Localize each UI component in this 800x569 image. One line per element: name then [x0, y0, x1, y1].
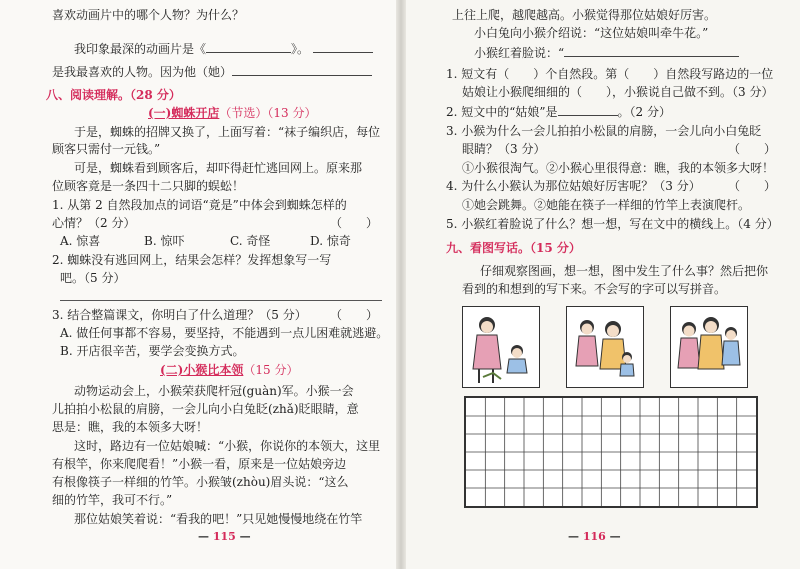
text-line: 这时，路边有一位姑娘喊：“小猴，你说你的本领大，这里 [74, 439, 381, 453]
text-line: 于是，蜘蛛的招牌又换了，上面写着：“袜子编织店，每位 [74, 125, 381, 139]
page-number-right: — 116 — [568, 530, 621, 543]
answer-blank[interactable] [313, 41, 373, 53]
children-scene-icon [671, 307, 747, 387]
answer-blank[interactable] [232, 64, 372, 76]
instructions-line: 仔细观察图画，想一想，图中发生了什么事？然后把你 [480, 264, 769, 278]
text-line: 儿拍拍小松鼠的肩膀，一会儿向小白兔眨(zhǎ)眨眼睛，意 [52, 402, 359, 416]
text-line: 喜欢动画片中的哪个人物？为什么？ [52, 8, 245, 22]
answer-blank[interactable] [206, 41, 291, 53]
fill-prompt: 小猴红着脸说：“ [474, 46, 565, 60]
fill-prompt: 我印象最深的动画片是《 [74, 42, 207, 56]
text-line: 有根竿，你来爬爬看！”小猴一看，原来是一位姑娘旁边 [52, 457, 347, 471]
option-b[interactable]: B. 开店很辛苦，要学会变换方式。 [60, 344, 245, 358]
passage-title: (一)蜘蛛开店 [148, 106, 220, 120]
answer-bracket[interactable]: （ ） [330, 216, 379, 230]
book-gutter [396, 0, 406, 569]
option-c[interactable]: C. 奇怪 [230, 234, 271, 248]
option-b[interactable]: B. 惊吓 [144, 234, 185, 248]
picture-panel-1 [462, 306, 540, 388]
picture-sequence [462, 306, 754, 388]
text-line: 顾客只需付一元钱。” [52, 142, 161, 156]
text-line: 上往上爬，越爬越高。小猴觉得那位姑娘好厉害。 [452, 8, 717, 22]
passage-2-heading [160, 362, 298, 378]
option-a[interactable]: A. 惊喜 [60, 234, 101, 248]
passage-note: （15 分） [243, 363, 299, 377]
page-number: 116 [582, 530, 606, 543]
question-4: 4. 为什么小猴认为那位姑娘好厉害呢？（3 分） [446, 179, 701, 193]
answer-line[interactable] [60, 300, 382, 301]
text-line [474, 45, 739, 61]
text-line: 那位姑娘笑着说：“看我的吧！”只见她慢慢地绕在竹竿 [74, 512, 363, 526]
answer-blank[interactable] [564, 45, 739, 57]
question-1: 1. 短文有（ ）个自然段。第（ ）自然段写路边的一位 [446, 67, 774, 81]
question-3-options[interactable]: ①小猴很淘气。②小猴心里很得意：瞧，我的本领多大呀！ [462, 161, 775, 175]
question-2: 2. 蜘蛛没有逃回网上，结果会怎样？发挥想象写一写 [52, 253, 332, 267]
answer-bracket[interactable]: （ ） [728, 179, 777, 193]
question-text: 2. 短文中的“姑娘”是 [446, 105, 558, 119]
text-line: 思是：瞧，我的本领多大呀！ [52, 420, 209, 434]
fill-prompt: 》。 [291, 42, 310, 56]
section-8-title: 八、阅读理解。（28 分） [46, 88, 181, 102]
text-line [52, 64, 372, 80]
picture-panel-3 [670, 306, 748, 388]
question-3-cont: 眼睛？（3 分） [462, 142, 546, 156]
writing-grid-lines [466, 398, 756, 506]
passage-note: （节选）（13 分） [219, 106, 317, 120]
text-line: 小白兔向小猴介绍说：“这位姑娘叫牵牛花。” [474, 26, 709, 40]
answer-bracket[interactable]: （ ） [728, 142, 777, 156]
question-1-cont: 姑娘让小猴爬细细的（ ），小猴说自己做不到。（3 分） [462, 85, 774, 99]
fill-prompt: 是我最喜欢的人物。因为他（她） [52, 65, 233, 79]
text-line: 位顾客竟是一条四十二只脚的蜈蚣！ [52, 179, 245, 193]
question-2 [446, 104, 671, 120]
answer-blank[interactable] [558, 104, 618, 116]
text-line: 细的竹竿，我可不行。” [52, 493, 173, 507]
text-line: 动物运动会上，小猴荣获爬杆冠(guàn)军。小猴一会 [74, 384, 354, 398]
option-d[interactable]: D. 惊奇 [310, 234, 351, 248]
option-a[interactable]: A. 做任何事都不容易，要坚持，不能遇到一点儿困难就逃避。 [60, 326, 389, 340]
section-9-title: 九、看图写话。（15 分） [446, 241, 581, 255]
question-2-cont: 吧。（5 分） [60, 271, 126, 285]
page-number: 115 [212, 530, 236, 543]
page-number-left: — 115 — [198, 530, 251, 543]
question-4-options[interactable]: ①她会跳舞。②她能在筷子一样细的竹竿上表演爬杆。 [462, 198, 751, 212]
question-1: 1. 从第 2 自然段加点的词语“竟是”中体会到蜘蛛怎样的 [52, 198, 347, 212]
writing-grid[interactable] [464, 396, 758, 508]
text-line: 可是，蜘蛛看到顾客后，却吓得赶忙逃回网上。原来那 [74, 161, 363, 175]
children-scene-icon [567, 307, 643, 387]
text-line [74, 41, 373, 57]
question-text: 。（2 分） [617, 105, 671, 119]
question-1-cont: 心情？（2 分） [52, 216, 136, 230]
question-3: 3. 小猴为什么一会儿拍拍小松鼠的肩膀，一会儿向小白兔眨 [446, 124, 762, 138]
answer-bracket[interactable]: （ ） [330, 308, 379, 322]
picture-panel-2 [566, 306, 644, 388]
question-3: 3. 结合整篇课文，你明白了什么道理？（5 分） [52, 308, 307, 322]
passage-1-heading [148, 105, 316, 121]
passage-title: (二)小猴比本领 [160, 363, 244, 377]
question-5: 5. 小猴红着脸说了什么？想一想，写在文中的横线上。（4 分） [446, 217, 779, 231]
text-line: 有根像筷子一样细的竹竿。小猴皱(zhòu)眉头说：“这么 [52, 475, 349, 489]
instructions-line: 看到的和想到的写下来。不会写的字可以写拼音。 [462, 282, 727, 296]
children-scene-icon [463, 307, 539, 387]
